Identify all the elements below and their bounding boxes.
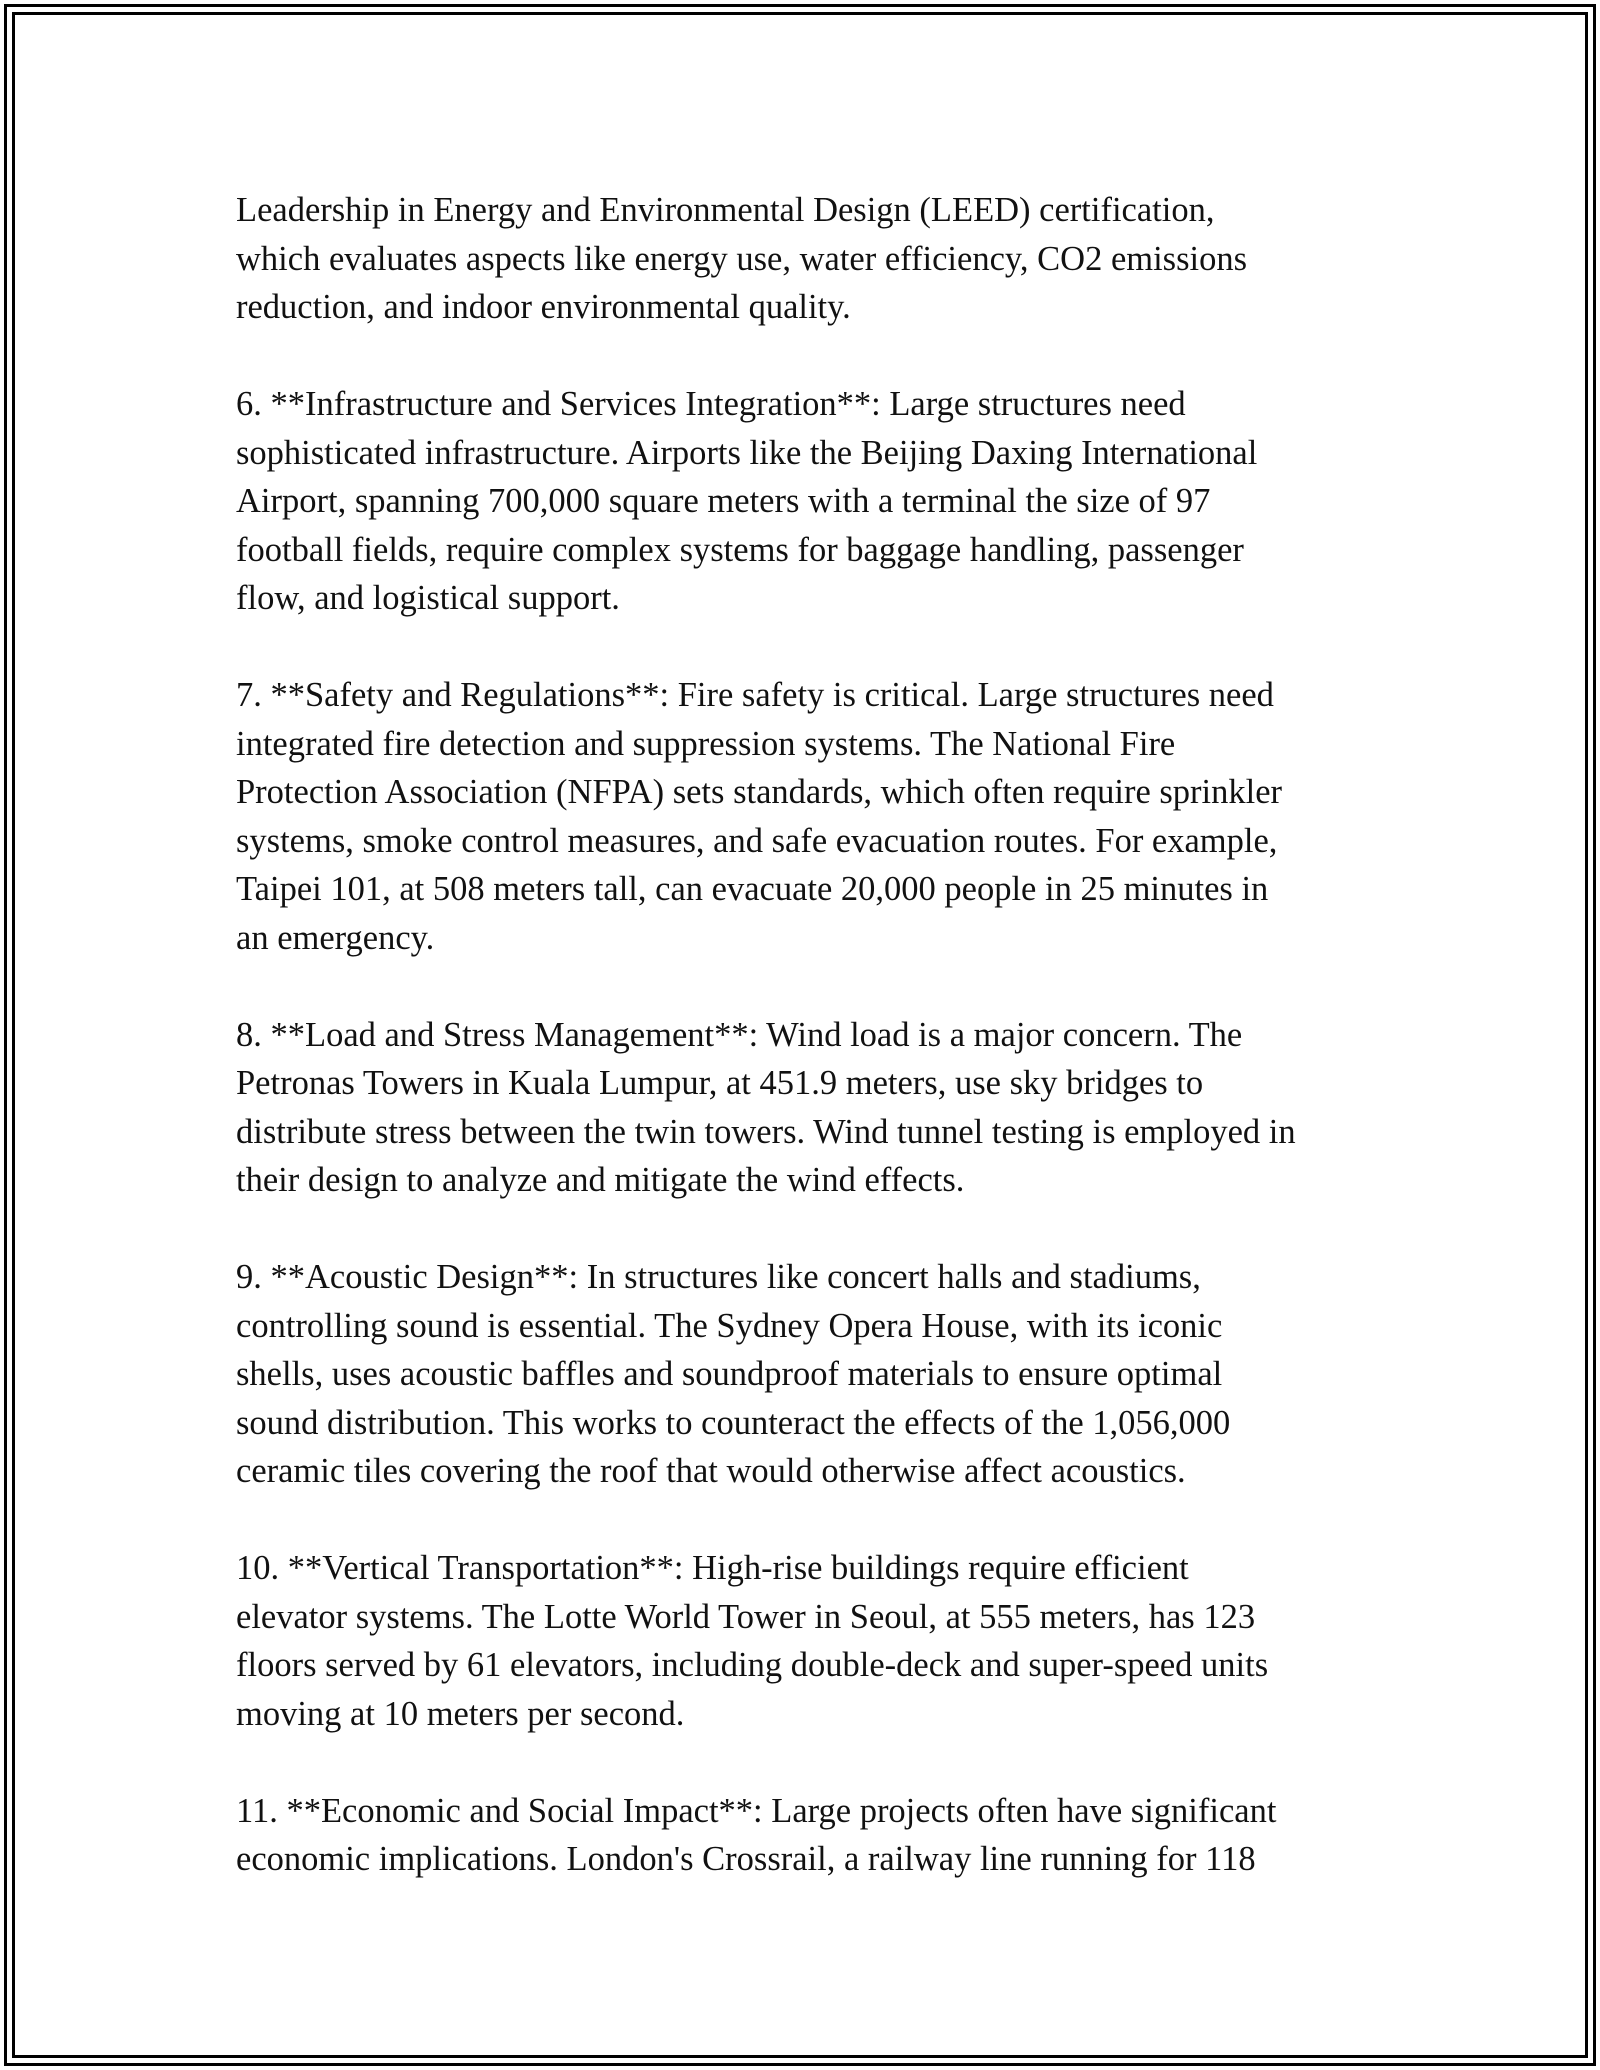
paragraph-item-10: [236, 1544, 1386, 1738]
text-line: economic implications. London's Crossrail, a railway line running for 118: [236, 1840, 1256, 1878]
paragraph-leed: [236, 186, 1386, 332]
text-line: distribute stress between the twin towers. Wind tunnel testing is employed in: [236, 1112, 1296, 1151]
text-line: controlling sound is essential. The Sydney Opera House, with its iconic: [236, 1306, 1223, 1345]
paragraph-item-8: [236, 1011, 1386, 1205]
text-line: football fields, require complex systems for baggage handling, passenger: [236, 530, 1244, 569]
text-line: 6. **Infrastructure and Services Integration**: Large structures need: [236, 385, 1186, 423]
paragraph-item-6: [236, 380, 1386, 623]
text-line: systems, smoke control measures, and safe evacuation routes. For example,: [236, 821, 1278, 860]
text-line: floors served by 61 elevators, including double-deck and super-speed units: [236, 1646, 1269, 1684]
text-line: 10. **Vertical Transportation**: High-rise buildings require efficient: [236, 1549, 1189, 1587]
text-line: flow, and logistical support.: [236, 579, 620, 617]
text-line: 8. **Load and Stress Management**: Wind load is a major concern. The: [236, 1015, 1243, 1054]
text-line: which evaluates aspects like energy use, water efficiency, CO2 emissions: [236, 239, 1248, 278]
text-line: moving at 10 meters per second.: [236, 1694, 685, 1733]
text-line: their design to analyze and mitigate the wind effects.: [236, 1161, 965, 1199]
text-line: ceramic tiles covering the roof that would otherwise affect acoustics.: [236, 1452, 1186, 1490]
paragraph-item-9: [236, 1253, 1386, 1496]
text-line: elevator systems. The Lotte World Tower in Seoul, at 555 meters, has 123: [236, 1597, 1256, 1636]
document-body: [236, 186, 1386, 1932]
text-line: Taipei 101, at 508 meters tall, can evacuate 20,000 people in 25 minutes in: [236, 870, 1269, 908]
text-line: Leadership in Energy and Environmental Design (LEED) certification,: [236, 191, 1215, 229]
text-line: shells, uses acoustic baffles and soundproof materials to ensure optimal: [236, 1355, 1223, 1393]
text-line: 9. **Acoustic Design**: In structures like concert halls and stadiums,: [236, 1258, 1201, 1296]
text-line: an emergency.: [236, 918, 435, 957]
text-line: sophisticated infrastructure. Airports like the Beijing Daxing International: [236, 433, 1258, 472]
text-line: reduction, and indoor environmental quality.: [236, 288, 851, 326]
text-line: Protection Association (NFPA) sets standards, which often require sprinkler: [236, 773, 1283, 811]
text-line: Airport, spanning 700,000 square meters with a terminal the size of 97: [236, 482, 1211, 520]
text-line: Petronas Towers in Kuala Lumpur, at 451.9 meters, use sky bridges to: [236, 1064, 1204, 1102]
text-line: sound distribution. This works to counteract the effects of the 1,056,000: [236, 1403, 1231, 1442]
paragraph-item-7: [236, 671, 1386, 962]
paragraph-item-11: [236, 1787, 1386, 1884]
text-line: integrated fire detection and suppression systems. The National Fire: [236, 724, 1176, 763]
text-line: 7. **Safety and Regulations**: Fire safety is critical. Large structures need: [236, 676, 1274, 714]
text-line: 11. **Economic and Social Impact**: Large projects often have significant: [236, 1791, 1277, 1830]
